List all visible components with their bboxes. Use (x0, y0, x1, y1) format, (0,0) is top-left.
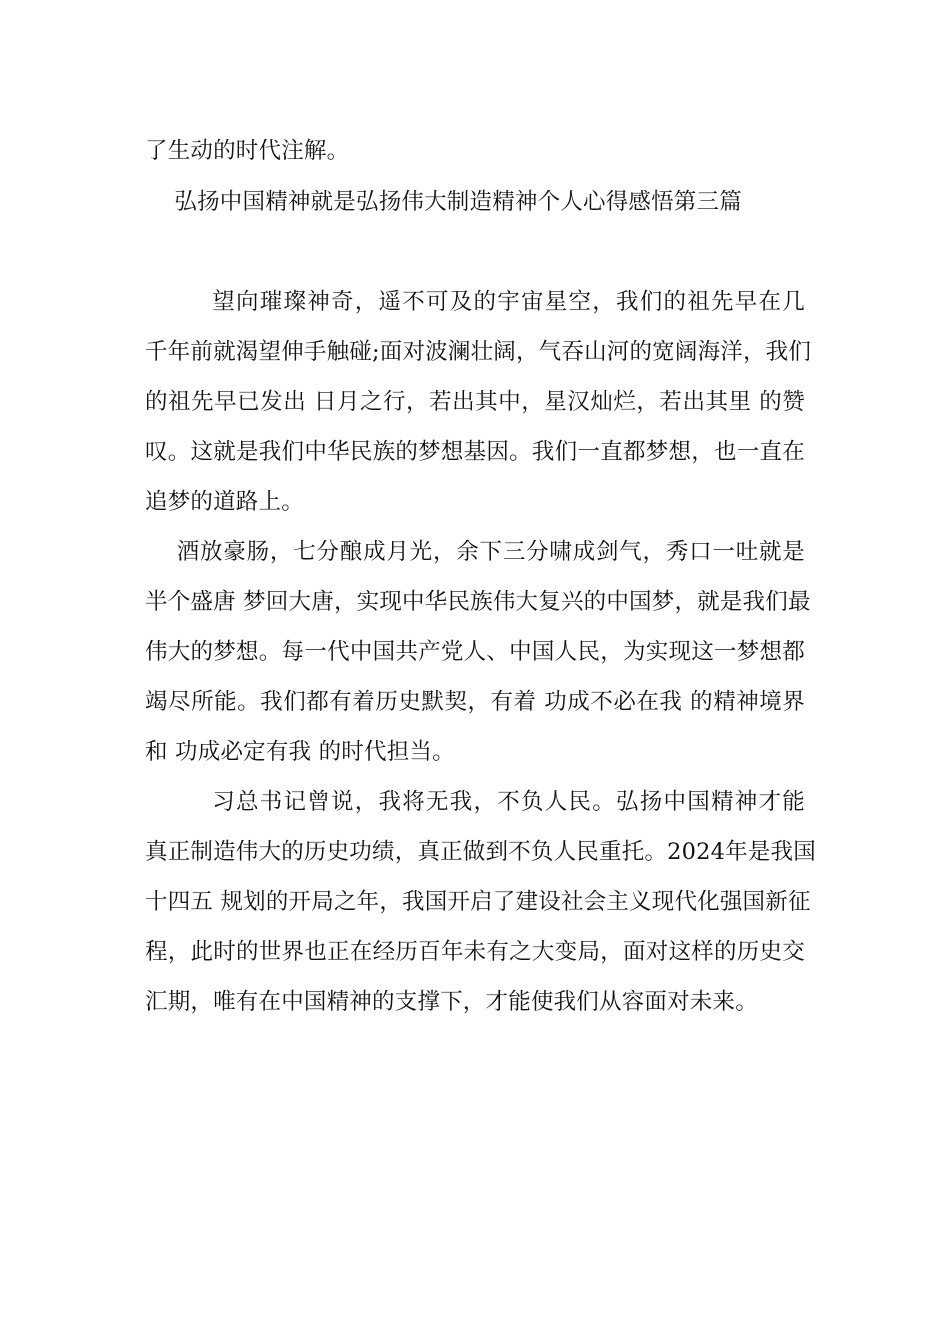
paragraph-3-line-5: 汇期，唯有在中国精神的支撑下，才能使我们从容面对未来。 (145, 989, 758, 1015)
paragraph-3-line-1: 习总书记曾说，我将无我，不负人民。弘扬中国精神才能 (145, 789, 805, 815)
paragraph-2-line-3: 伟大的梦想。每一代中国共产党人、中国人民，为实现这一梦想都 (145, 639, 805, 665)
paragraph-2-line-1: 酒放豪肠，七分酿成月光，余下三分啸成剑气，秀口一吐就是 (145, 539, 805, 565)
paragraph-2-line-5: 和 功成必定有我 的时代担当。 (145, 739, 455, 765)
paragraph-1-line-5: 追梦的道路上。 (145, 489, 304, 515)
paragraph-2-line-2: 半个盛唐 梦回大唐，实现中华民族伟大复兴的中国梦，就是我们最 (145, 589, 811, 615)
text-line-continuation: 了生动的时代注解。 (145, 138, 350, 164)
paragraph-3-line-4: 程，此时的世界也正在经历百年未有之大变局，面对这样的历史交 (145, 939, 805, 965)
paragraph-3-line-2: 真正制造伟大的历史功绩，真正做到不负人民重托。2024年是我国 (145, 839, 816, 865)
paragraph-1-line-1: 望向璀璨神奇，遥不可及的宇宙星空，我们的祖先早在几 (145, 289, 805, 315)
paragraph-3-line-3: 十四五 规划的开局之年，我国开启了建设社会主义现代化强国新征 (145, 889, 811, 915)
paragraph-2-line-4: 竭尽所能。我们都有着历史默契，有着 功成不必在我 的精神境界 (145, 689, 805, 715)
paragraph-1-line-3: 的祖先早已发出 日月之行，若出其中，星汉灿烂，若出其里 的赞 (145, 389, 805, 415)
section-heading: 弘扬中国精神就是弘扬伟大制造精神个人心得感悟第三篇 (145, 189, 742, 215)
paragraph-1-line-4: 叹。这就是我们中华民族的梦想基因。我们一直都梦想，也一直在 (145, 439, 805, 465)
paragraph-1-line-2: 千年前就渴望伸手触碰;面对波澜壮阔，气吞山河的宽阔海洋，我们 (145, 339, 812, 365)
